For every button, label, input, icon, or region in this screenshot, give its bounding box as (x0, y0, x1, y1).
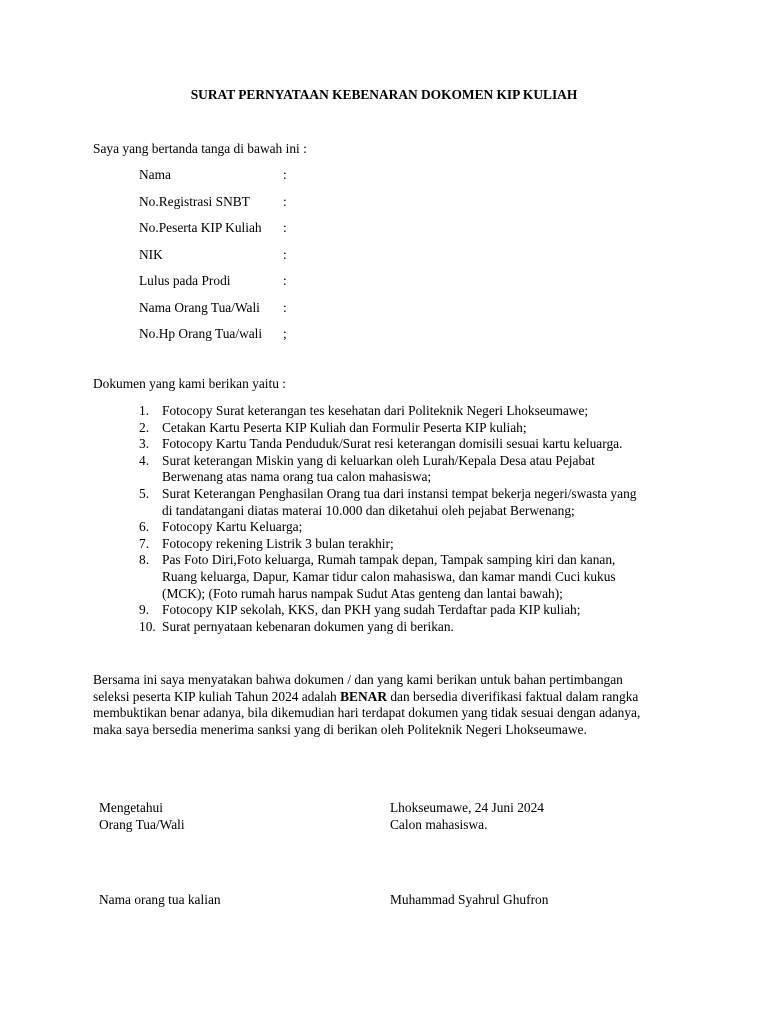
statement-line: membuktikan benar adanya, bila dikemudian hari terdapat dokumen yang tidak sesuai dengan adanya, (93, 705, 641, 721)
document-item-number: 4. (139, 452, 150, 468)
document-item-number: 5. (139, 485, 150, 501)
field-row-nama (139, 167, 295, 194)
document-item-text: Pas Foto Diri,Foto keluarga, Rumah tampak depan, Tampak samping kiri dan kanan, (162, 552, 616, 568)
field-label: NIK (139, 246, 163, 262)
documents-list (139, 403, 699, 635)
documents-intro: Dokumen yang kami berikan yaitu : (93, 376, 287, 391)
document-item-text: Surat keterangan Miskin yang di keluarkan oleh Lurah/Kepala Desa atau Pejabat (162, 452, 595, 468)
document-item-number: 3. (139, 436, 150, 452)
field-row-orang-tua (139, 300, 295, 327)
document-item-number: 1. (139, 403, 150, 418)
field-row-hp-orang-tua (139, 326, 295, 353)
document-item-text: Berwenang atas nama orang tua calon mahasiswa; (162, 469, 432, 485)
signature-heading: Mengetahui (99, 800, 163, 815)
document-item-number: 7. (139, 535, 150, 551)
field-row-registrasi (139, 194, 295, 221)
identity-fields (139, 167, 295, 353)
signature-block-student (390, 800, 544, 833)
student-name: Muhammad Syahrul Ghufron (390, 892, 549, 907)
field-label: No.Registrasi SNBT (139, 193, 250, 209)
signature-block-guardian (99, 800, 185, 833)
field-separator: : (283, 167, 287, 182)
document-item (139, 453, 699, 486)
field-separator: : (283, 273, 287, 288)
document-item (139, 420, 699, 437)
document-item-number: 10. (139, 618, 156, 634)
document-item-text: Fotocopy Surat keterangan tes kesehatan dari Politeknik Negeri Lhokseumawe; (162, 403, 589, 418)
document-item-number: 8. (139, 552, 150, 568)
field-label: No.Hp Orang Tua/wali (139, 326, 263, 341)
document-item (139, 403, 699, 420)
field-label: No.Peserta KIP Kuliah (139, 220, 262, 235)
field-separator: ; (283, 326, 287, 341)
field-row-nik (139, 247, 295, 274)
field-label: Nama Orang Tua/Wali (139, 299, 260, 315)
statement-line: maka saya bersedia menerima sanksi yang di berikan oleh Politeknik Negeri Lhokseumawe. (93, 721, 587, 737)
document-item-text: Cetakan Kartu Peserta KIP Kuliah dan Formulir Peserta KIP kuliah; (162, 419, 527, 435)
statement-emphasis: BENAR (340, 688, 387, 704)
field-separator: : (283, 193, 287, 209)
document-item (139, 552, 699, 602)
document-item-number: 6. (139, 519, 150, 535)
document-item (139, 536, 699, 553)
field-separator: : (283, 299, 287, 315)
document-item-text: Fotocopy KIP sekolah, KKS, dan PKH yang sudah Terdaftar pada KIP kuliah; (162, 602, 581, 618)
guardian-name: Nama orang tua kalian (99, 892, 221, 907)
document-item-number: 9. (139, 602, 150, 618)
document-item-text: Surat pernyataan kebenaran dokumen yang di berikan. (162, 618, 454, 634)
signature-role: Calon mahasiswa. (390, 816, 488, 832)
document-item-text: Fotocopy Kartu Keluarga; (162, 519, 303, 535)
document-item (139, 519, 699, 536)
document-item (139, 486, 699, 519)
field-row-peserta-kip (139, 220, 295, 247)
document-title: SURAT PERNYATAAN KEBENARAN DOKOMEN KIP KULIAH (190, 87, 578, 102)
signature-place-date: Lhokseumawe, 24 Juni 2024 (390, 800, 544, 815)
field-row-prodi (139, 273, 295, 300)
document-item (139, 436, 699, 453)
document-item-text: Surat Keterangan Penghasilan Orang tua dari instansi tempat bekerja negeri/swasta yang (162, 485, 637, 501)
document-item-text: di tandatangani diatas materai 10.000 dan diketahui oleh pejabat Berwenang; (162, 502, 575, 518)
document-item (139, 602, 699, 619)
field-label: Nama (139, 167, 171, 182)
field-label: Lulus pada Prodi (139, 273, 231, 288)
statement-line: Bersama ini saya menyatakan bahwa dokumen / dan yang kami berikan untuk bahan pertimbangan (93, 672, 623, 687)
signature-role: Orang Tua/Wali (99, 816, 185, 832)
field-separator: : (283, 246, 287, 262)
intro-text: Saya yang bertanda tanga di bawah ini : (93, 141, 307, 156)
statement-paragraph (93, 672, 713, 738)
document-item-text: Fotocopy rekening Listrik 3 bulan terakhir; (162, 535, 394, 551)
document-item-text: Fotocopy Kartu Tanda Penduduk/Surat resi keterangan domisili sesuai kartu keluarga. (162, 436, 623, 452)
document-item-text: (MCK); (Foto rumah harus nampak Sudut Atas genteng dan lantai bawah); (162, 585, 563, 601)
document-item (139, 619, 699, 636)
statement-text: seleksi peserta KIP kuliah Tahun 2024 adalah (93, 688, 341, 704)
statement-text: dan bersedia diverifikasi faktual dalam rangka (386, 688, 639, 704)
document-item-text: Ruang keluarga, Dapur, Kamar tidur calon mahasiswa, dan kamar mandi Cuci kukus (162, 568, 616, 584)
statement-line (93, 689, 713, 706)
field-separator: : (283, 220, 287, 235)
document-item-number: 2. (139, 419, 150, 435)
